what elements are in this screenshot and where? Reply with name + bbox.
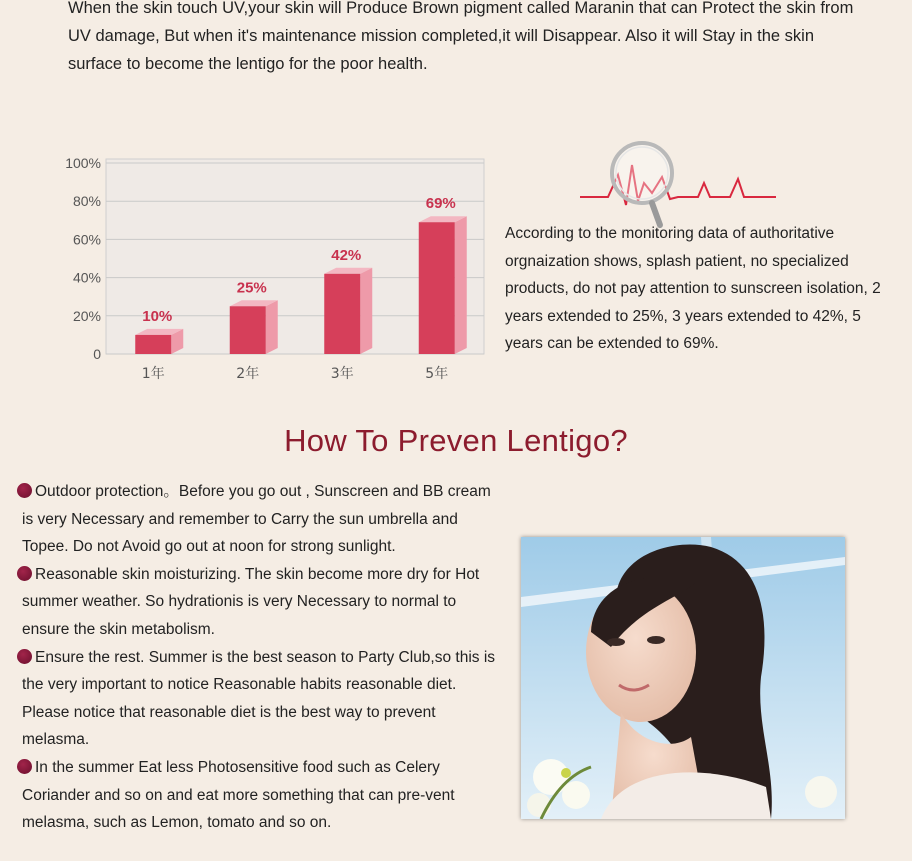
bar-side	[266, 300, 278, 354]
list-item	[22, 561, 502, 644]
bar	[135, 335, 171, 354]
woman-portrait-image	[521, 537, 845, 819]
bar-side	[455, 216, 467, 354]
tip-text: Ensure the rest. Summer is the best season to Party Club,so this is the very important to notice Reasonable habits reasonable diet. Please notice that reasonable diet is the best way to prevent melasma.	[22, 648, 496, 749]
bar	[230, 306, 266, 354]
data-label: 25%	[236, 279, 267, 297]
bullet-dot-icon	[17, 649, 32, 664]
tip-text: Reasonable skin moisturizing. The skin become more dry for Hot summer weather. So hydrationis is very Necessary to normal to ensure the skin metabolism.	[22, 565, 480, 638]
list-item	[22, 478, 502, 561]
tip-text: In the summer Eat less Photosensitive food such as Celery Coriander and so on and eat more something that can pre-vent melasma, such as Lemon, tomato and so on.	[22, 758, 455, 832]
bar-chart	[40, 130, 500, 390]
data-label: 69%	[425, 195, 456, 213]
prevention-tips-list	[22, 478, 502, 837]
y-tick-label: 100%	[65, 155, 101, 171]
monitoring-description: According to the monitoring data of authoritative orgnaization shows, splash patient, no specialized products, do not pay attention to sunscreen isolation, 2 years extended to 25%, 3 years extended to 42%, 5 years can be extended to 69%.	[505, 225, 881, 352]
y-tick-label: 60%	[72, 231, 101, 248]
bar	[324, 274, 360, 354]
y-tick-label: 0	[93, 346, 101, 362]
bullet-dot-icon	[17, 566, 32, 581]
bullet-dot-icon	[17, 759, 32, 774]
bar-side	[360, 268, 372, 354]
x-tick-label: 1年	[141, 366, 165, 382]
x-tick-label: 3年	[330, 366, 354, 382]
y-tick-label: 40%	[72, 269, 101, 286]
data-label: 42%	[331, 246, 362, 264]
section-heading: How To Preven Lentigo?	[284, 423, 628, 458]
y-tick-label: 20%	[72, 307, 101, 324]
data-label: 10%	[142, 307, 173, 325]
x-tick-label: 2年	[236, 366, 260, 382]
tip-text: Outdoor protection。Before you go out , Sunscreen and BB cream is very Necessary and remember to Carry the sun umbrella and Topee. Do not Avoid go out at noon for strong sunlight.	[22, 483, 491, 556]
bar	[419, 222, 455, 354]
bar-chart-svg	[40, 130, 500, 390]
intro-paragraph: When the skin touch UV,your skin will Produce Brown pigment called Maranin that can Protect the skin from UV damage, But when it's maintenance mission completed,it will Disappear. Also it will Stay in the skin surface to become the lentigo for the poor health.	[68, 0, 854, 73]
list-item	[22, 644, 502, 754]
bullet-dot-icon	[17, 483, 32, 498]
y-tick-label: 80%	[72, 193, 101, 210]
list-item	[22, 754, 502, 837]
x-tick-label: 5年	[425, 366, 449, 382]
